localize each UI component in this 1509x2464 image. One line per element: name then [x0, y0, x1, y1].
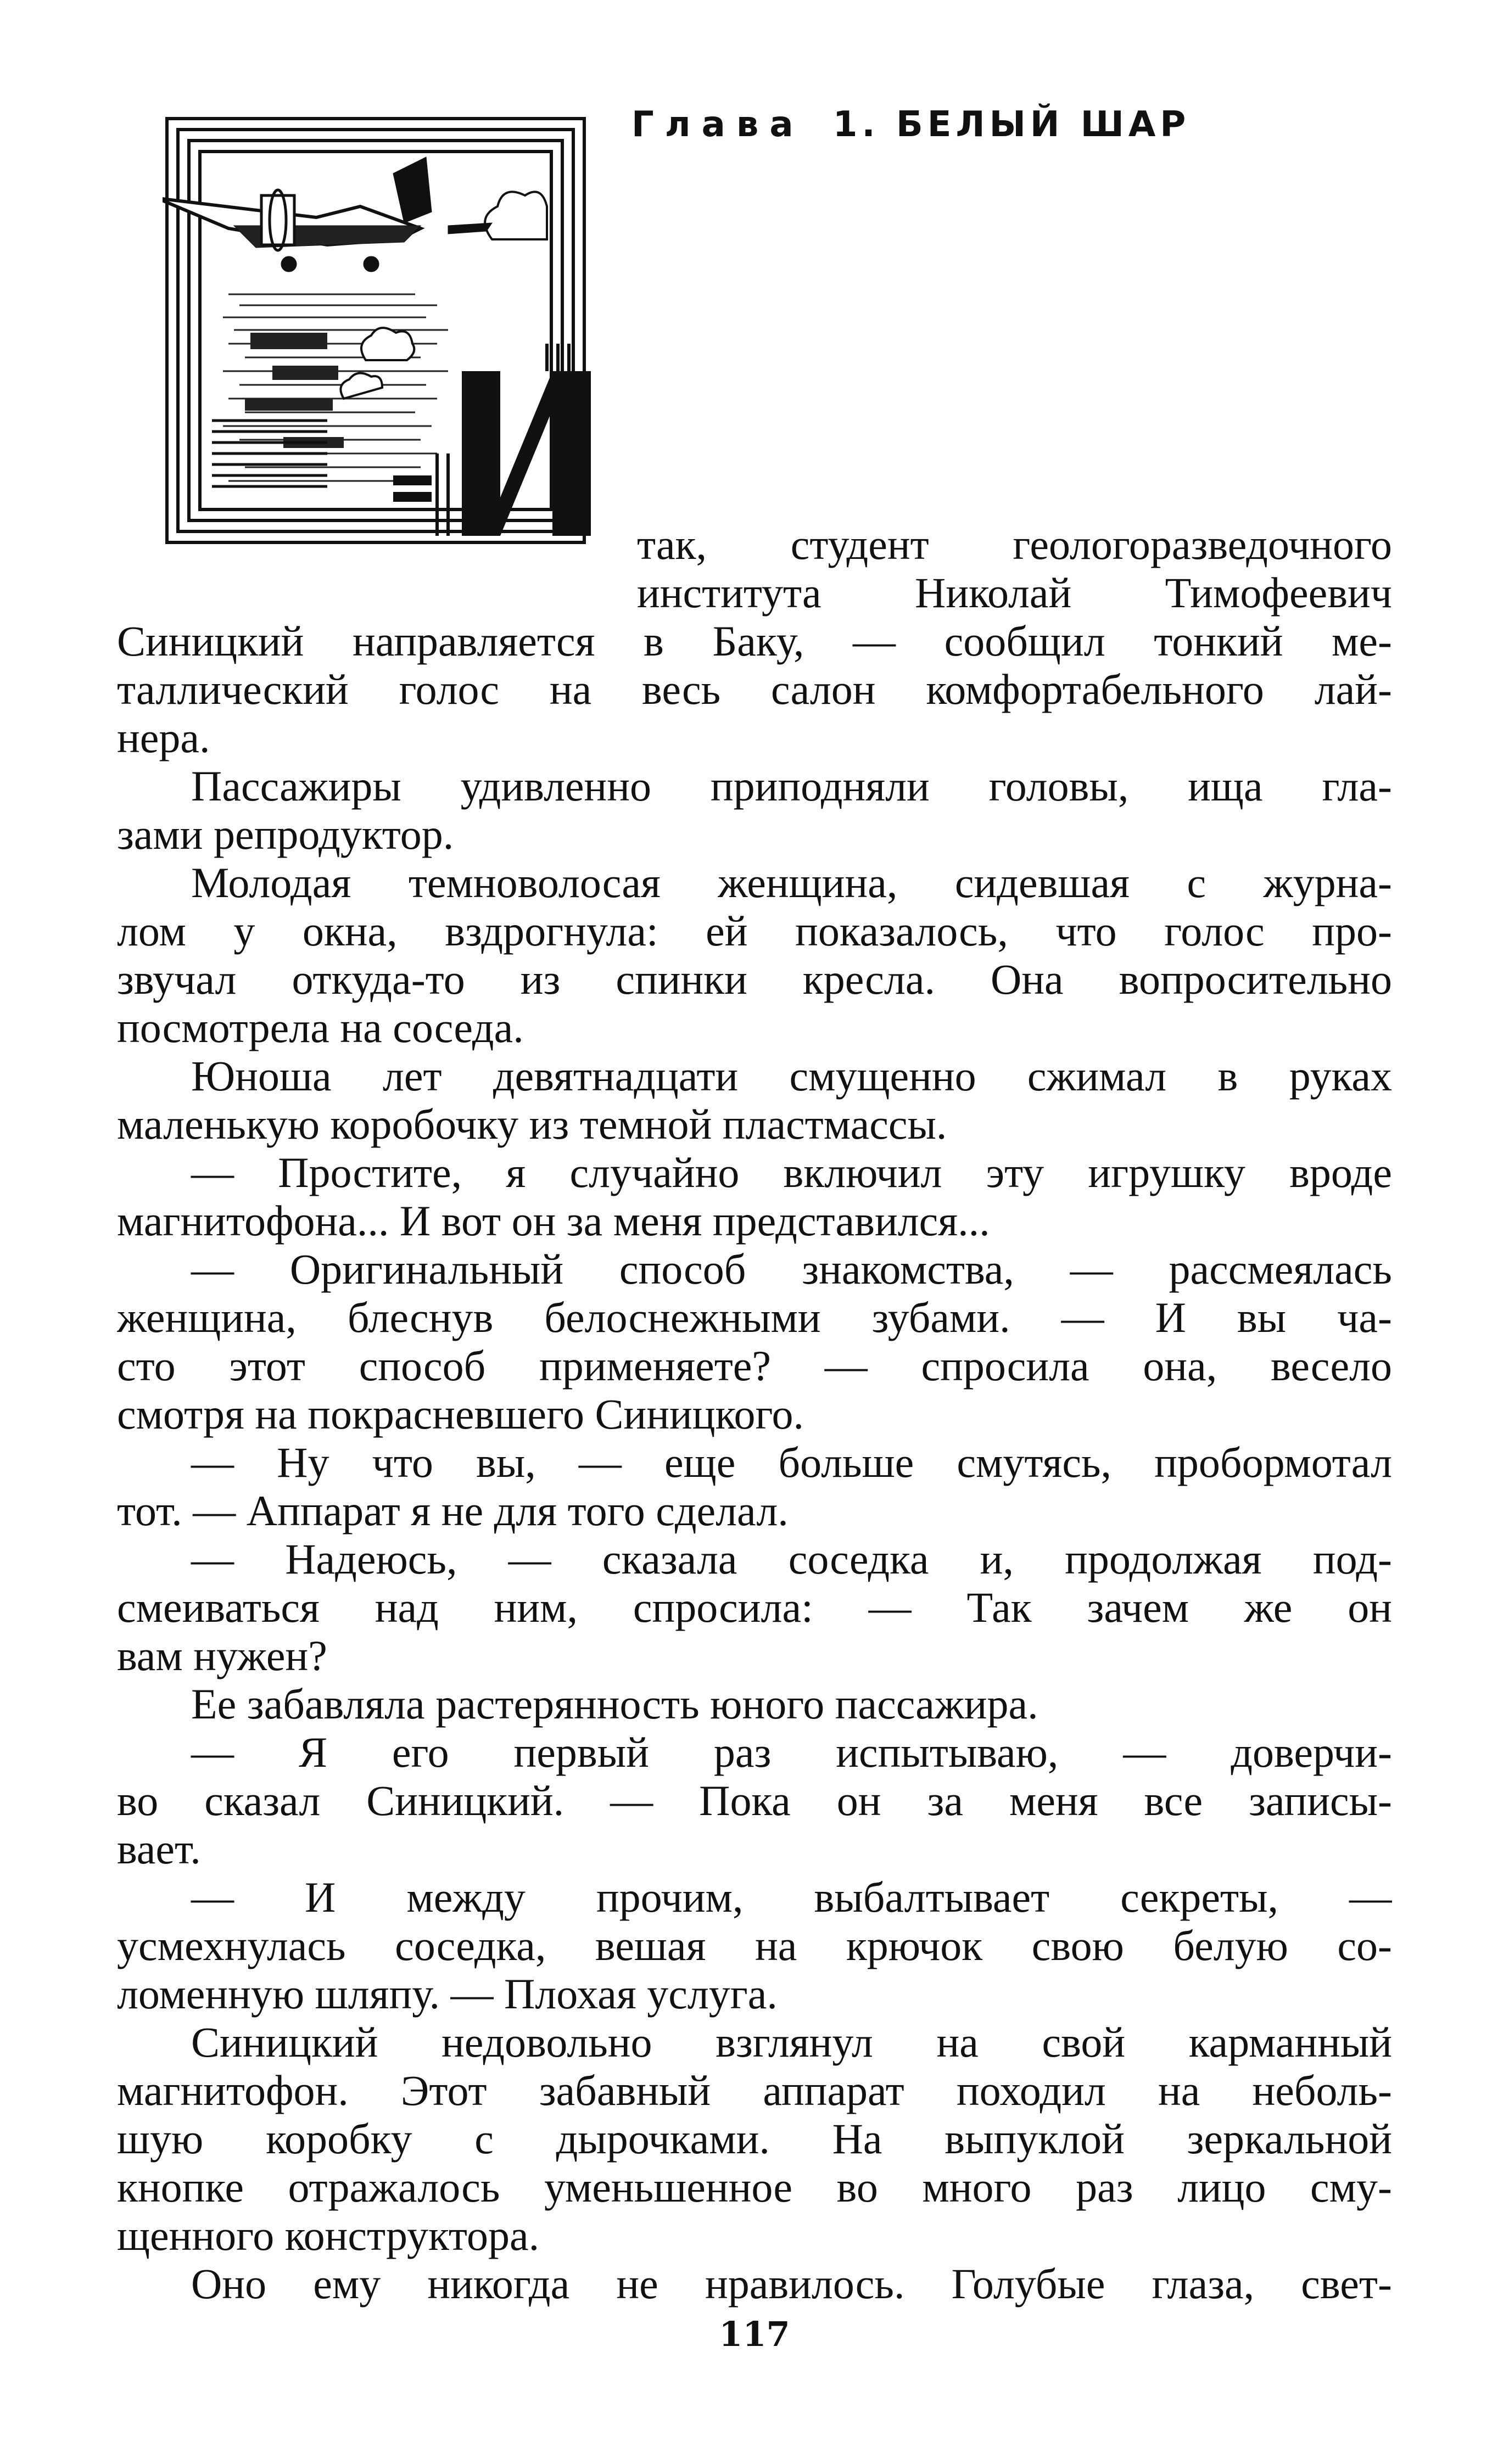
text-line: — Ну что вы, — еще больше смутясь, пробормотал	[191, 1438, 1392, 1486]
body-text	[117, 617, 1392, 2308]
text-line: магнитофона... И вот он за меня представился...	[117, 1197, 990, 1245]
text-line: Синицкий направляется в Баку, — сообщил тонкий ме-	[117, 617, 1392, 665]
text-line: магнитофон. Этот забавный аппарат походил на неболь-	[117, 2067, 1392, 2114]
text-line: вам нужен?	[117, 1632, 327, 1679]
paragraph	[117, 762, 1392, 859]
text-line: Оно ему никогда не нравилось. Голубые глаза, свет-	[191, 2260, 1392, 2308]
text-line: посмотрела на соседа.	[117, 1004, 524, 1051]
paragraph	[117, 1728, 1392, 1873]
text-line: Молодая темноволосая женщина, сидевшая с журна-	[191, 859, 1392, 906]
text-line: лом у окна, вздрогнула: ей показалось, что голос про-	[117, 907, 1392, 955]
paragraph	[117, 2260, 1392, 2308]
text-line: — Я его первый раз испытываю, — доверчи-	[191, 1728, 1392, 1776]
text-line: кнопке отражалось уменьшенное во много раз лицо сму-	[117, 2163, 1392, 2211]
text-line: Ее забавляла растерянность юного пассажира.	[191, 1680, 1038, 1728]
text-line: женщина, блеснув белоснежными зубами. — И вы ча-	[117, 1293, 1392, 1341]
text-line: нера.	[117, 714, 210, 761]
chapter-label: Глава	[631, 104, 804, 145]
dropcap-illustration	[163, 113, 602, 552]
text-line: шую коробку с дырочками. На выпуклой зеркальной	[117, 2115, 1392, 2163]
text-line: ломенную шляпу. — Плохая услуга.	[117, 1970, 778, 2018]
text-line: щенного конструктора.	[117, 2211, 540, 2259]
paragraph	[117, 2018, 1392, 2260]
text-line: Пассажиры удивленно приподняли головы, ища гла-	[191, 762, 1392, 810]
paragraph	[117, 617, 1392, 762]
paragraph	[117, 859, 1392, 1052]
paragraph	[117, 1438, 1392, 1535]
chapter-number: 1.	[832, 104, 880, 145]
text-line: вает.	[117, 1825, 201, 1873]
text-line: — Простите, я случайно включил эту игрушку вроде	[191, 1149, 1392, 1196]
text-line: смеиваться над ним, спросила: — Так зачем же он	[117, 1583, 1392, 1631]
paragraph	[117, 1535, 1392, 1680]
text-line: Юноша лет девятнадцати смущенно сжимал в руках	[191, 1052, 1392, 1100]
text-line: маленькую коробочку из темной пластмассы.	[117, 1100, 947, 1148]
chapter-title: БЕЛЫЙ ШАР	[896, 104, 1191, 145]
paragraph	[117, 1245, 1392, 1438]
text-line: таллический голос на весь салон комфортабельного лай-	[117, 665, 1392, 713]
paragraph	[117, 1149, 1392, 1245]
text-line: во сказал Синицкий. — Пока он за меня все записы-	[117, 1777, 1392, 1824]
text-line: усмехнулась соседка, вешая на крючок свою белую со-	[117, 1922, 1392, 1969]
text-line: так, студент геологоразведочного	[637, 520, 1392, 568]
text-line: смотря на покрасневшего Синицкого.	[117, 1390, 804, 1438]
text-line: — И между прочим, выбалтывает секреты, —	[191, 1873, 1392, 1921]
chapter-heading	[631, 104, 1190, 145]
text-line: — Оригинальный способ знакомства, — рассмеялась	[191, 1245, 1392, 1293]
text-line: Синицкий недовольно взглянул на свой карманный	[191, 2018, 1392, 2066]
opening-lines	[637, 520, 1392, 617]
page-number: 117	[719, 2314, 790, 2354]
paragraph	[117, 1873, 1392, 2018]
text-line: института Николай Тимофеевич	[637, 569, 1392, 617]
text-line: звучал откуда-то из спинки кресла. Она вопросительно	[117, 955, 1392, 1003]
text-line: зами репродуктор.	[117, 810, 454, 858]
text-line: сто этот способ применяете? — спросила она, весело	[117, 1342, 1392, 1390]
text-line: тот. — Аппарат я не для того сделал.	[117, 1487, 789, 1535]
paragraph	[117, 1052, 1392, 1149]
paragraph	[117, 1680, 1392, 1728]
text-line: — Надеюсь, — сказала соседка и, продолжая под-	[191, 1535, 1392, 1583]
